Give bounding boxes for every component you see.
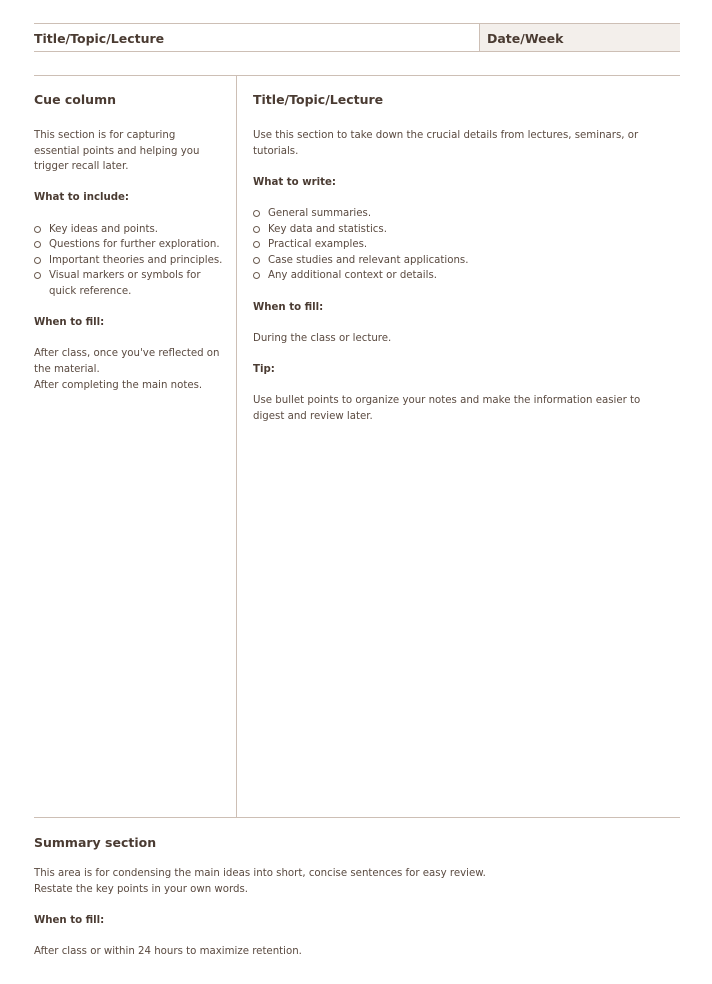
top-divider: [34, 75, 680, 76]
cue-heading: Cue column: [34, 92, 117, 107]
cue-fill-line: After completing the main notes.: [34, 379, 203, 391]
list-item: Key ideas and points.: [34, 222, 224, 238]
cue-fill-line: After class, once you've reflected on the material.: [34, 348, 220, 375]
notes-tip-label: Tip:: [253, 363, 275, 375]
cue-include-list: [34, 222, 224, 300]
notes-write-label: What to write:: [253, 176, 336, 188]
summary-divider: [34, 817, 680, 818]
list-item: Visual markers or symbols for quick reference.: [34, 268, 224, 299]
notes-fill-text: During the class or lecture.: [253, 332, 392, 344]
summary-section: [34, 835, 674, 960]
notes-column: [253, 92, 673, 424]
circle-bullet-icon: [253, 241, 260, 248]
list-item: Questions for further exploration.: [34, 237, 224, 253]
cue-column: [34, 92, 224, 393]
summary-heading: Summary section: [34, 835, 157, 850]
circle-bullet-icon: [253, 257, 260, 264]
summary-line: This area is for condensing the main ideas into short, concise sentences for easy review.: [34, 868, 486, 879]
cue-fill-label: When to fill:: [34, 317, 105, 329]
date-field[interactable]: [479, 23, 680, 52]
summary-fill-label: When to fill:: [34, 914, 105, 926]
circle-bullet-icon: [34, 226, 41, 233]
notes-heading: Title/Topic/Lecture: [253, 92, 384, 107]
list-item: General summaries.: [253, 206, 673, 222]
column-divider: [236, 75, 237, 817]
circle-bullet-icon: [34, 241, 41, 248]
list-item: Key data and statistics.: [253, 222, 673, 238]
notes-write-list: [253, 206, 673, 284]
list-item: Case studies and relevant applications.: [253, 253, 673, 269]
notes-fill-label: When to fill:: [253, 301, 324, 313]
circle-bullet-icon: [253, 226, 260, 233]
header-bar: [34, 23, 680, 52]
circle-bullet-icon: [34, 272, 41, 279]
circle-bullet-icon: [34, 257, 41, 264]
notes-tip-text: Use bullet points to organize your notes and make the information easier to digest and review later.: [253, 395, 641, 422]
date-label: Date/Week: [487, 31, 564, 46]
notes-intro: Use this section to take down the crucial details from lectures, seminars, or tutorials.: [253, 130, 639, 157]
list-item: Practical examples.: [253, 237, 673, 253]
cue-include-label: What to include:: [34, 192, 130, 204]
summary-line: Restate the key points in your own words.: [34, 883, 249, 895]
summary-fill-text: After class or within 24 hours to maximize retention.: [34, 945, 302, 957]
circle-bullet-icon: [253, 272, 260, 279]
list-item: Any additional context or details.: [253, 268, 673, 284]
circle-bullet-icon: [253, 210, 260, 217]
header-title: Title/Topic/Lecture: [34, 31, 165, 46]
cue-intro: This section is for capturing essential points and helping you trigger recall later.: [34, 130, 200, 173]
list-item: Important theories and principles.: [34, 253, 224, 269]
